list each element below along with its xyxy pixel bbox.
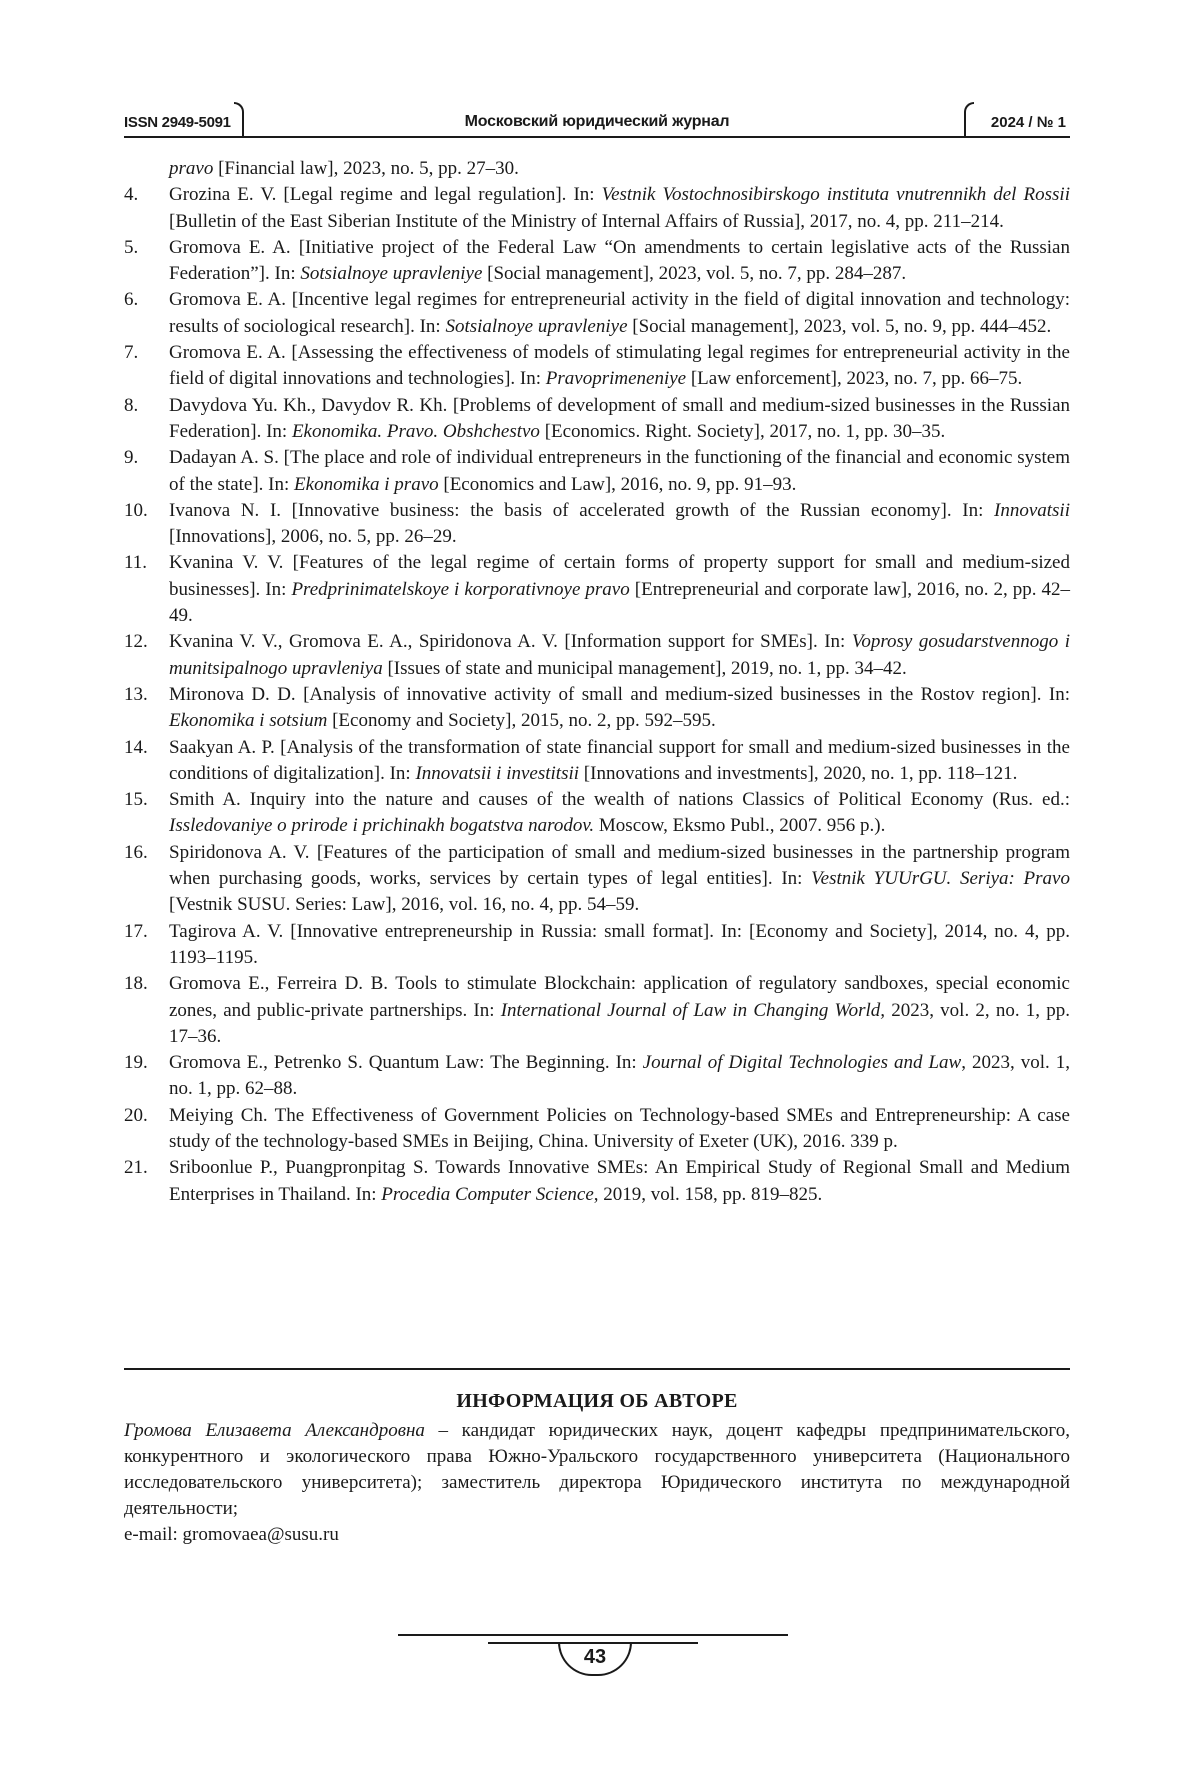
reference-text-segment: [Law enforcement], 2023, no. 7, pp. 66–75. xyxy=(686,368,1023,390)
page-number-rule-top xyxy=(398,1634,788,1636)
reference-item xyxy=(124,840,1070,919)
reference-source-title: Issledovaniye o prirode i prichinakh bogatstva narodov. xyxy=(169,815,595,837)
reference-text xyxy=(169,919,1070,972)
reference-text xyxy=(169,735,1070,788)
reference-text-segment: [Economics and Law], 2016, no. 9, pp. 91–93. xyxy=(438,473,797,495)
reference-text xyxy=(169,287,1070,340)
reference-source-title: Sotsialnoye upravleniye xyxy=(445,315,628,337)
reference-item xyxy=(124,182,1070,235)
page-number-block xyxy=(398,1630,788,1694)
reference-text-segment: Tagirova A. V. [Innovative entrepreneurship in Russia: small format]. In: [Economy and Society], 2014, no. 4, pp. 1193–1195. xyxy=(169,920,1070,968)
reference-text xyxy=(169,393,1070,446)
reference-list xyxy=(124,156,1070,1208)
reference-text-segment: Meiying Ch. The Effectiveness of Government Policies on Technology-based SMEs and Entrepreneurship: A case study of the technology-based SMEs in Beijing, China. University of Exeter (UK), 2016. 339 p. xyxy=(169,1104,1070,1152)
reference-text xyxy=(169,971,1070,1050)
reference-item xyxy=(124,787,1070,840)
reference-text-segment: [Social management], 2023, vol. 5, no. 9, pp. 444–452. xyxy=(627,315,1052,337)
author-name: Громова Елизавета Александровна xyxy=(124,1420,425,1441)
reference-item xyxy=(124,235,1070,288)
reference-source-title: Innovatsii i investitsii xyxy=(415,762,580,784)
reference-text xyxy=(169,340,1070,393)
reference-text xyxy=(169,840,1070,919)
reference-number: 10. xyxy=(124,499,148,521)
reference-text xyxy=(169,682,1070,735)
reference-text-segment: [Social management], 2023, vol. 5, no. 7, pp. 284–287. xyxy=(482,263,907,285)
reference-number: 19. xyxy=(124,1052,148,1074)
reference-text-segment: [Issues of state and municipal management], 2019, no. 1, pp. 34–42. xyxy=(382,657,907,679)
reference-text xyxy=(169,235,1070,288)
reference-source-title: Pravoprimeneniye xyxy=(545,368,687,390)
header-issue: 2024 / № 1 xyxy=(990,114,1066,131)
reference-source-title: Predprinimatelskoye i korporativnoye pravo xyxy=(291,578,630,600)
reference-continuation xyxy=(124,156,1070,182)
reference-text-segment: Davydova Yu. Kh., Davydov R. Kh. [Problems of development of small and medium-sized businesses in the Russian Federation]. In: xyxy=(169,394,1070,442)
author-description xyxy=(124,1418,1070,1522)
reference-text xyxy=(169,498,1070,551)
reference-item xyxy=(124,682,1070,735)
reference-text-segment: Mironova D. D. [Analysis of innovative activity of small and medium-sized businesses in the Rostov region]. In: xyxy=(169,683,1070,705)
reference-text-segment: Dadayan A. S. [The place and role of individual entrepreneurs in the functioning of the financial and economic system of the state]. In: xyxy=(169,447,1070,495)
reference-number: 15. xyxy=(124,789,148,811)
reference-item xyxy=(124,498,1070,551)
reference-text xyxy=(169,550,1070,629)
reference-source-title: Journal of Digital Technologies and Law xyxy=(642,1052,962,1074)
reference-text-segment: Gromova E., Petrenko S. Quantum Law: The Beginning. In: xyxy=(169,1052,643,1074)
reference-source-title: Innovatsii xyxy=(994,499,1070,521)
author-info-heading: ИНФОРМАЦИЯ ОБ АВТОРЕ xyxy=(456,1390,738,1412)
reference-number: 13. xyxy=(124,683,148,705)
reference-source-title: Ekonomika. Pravo. Obshchestvo xyxy=(291,420,540,442)
header-rule xyxy=(124,136,1070,138)
reference-text-segment: Spiridonova A. V. [Features of the participation of small and medium-sized businesses in the partnership program when purchasing goods, works, services by certain types of legal entities]. In: xyxy=(169,841,1070,890)
reference-item xyxy=(124,287,1070,340)
reference-text xyxy=(169,1050,1070,1103)
reference-source-title: International Journal of Law in Changing World, xyxy=(500,999,886,1021)
reference-text-segment: Smith A. Inquiry into the nature and causes of the wealth of nations Classics of Political Economy (Rus. ed.: xyxy=(169,789,1070,811)
reference-text-segment: Ivanova N. I. [Innovative business: the basis of accelerated growth of the Russian economy]. In: xyxy=(169,499,994,521)
reference-item xyxy=(124,1155,1070,1208)
reference-number: 5. xyxy=(124,236,139,258)
reference-text xyxy=(169,787,1070,840)
reference-text-segment: , 2023, vol. 1, no. 1, pp. 62–88. xyxy=(169,1052,1070,1100)
header-journal-title: Московский юридический журнал xyxy=(464,113,730,130)
reference-number: 16. xyxy=(124,841,148,863)
reference-text-segment: Gromova E. A. [Incentive legal regimes for entrepreneurial activity in the field of digital innovation and technology: results of sociological research]. In: xyxy=(169,289,1070,337)
reference-number: 11. xyxy=(124,552,148,574)
reference-item xyxy=(124,340,1070,393)
reference-source-title: pravo xyxy=(169,158,214,179)
reference-text-segment: [Economy and Society], 2015, no. 2, pp. 592–595. xyxy=(327,710,716,732)
reference-number: 18. xyxy=(124,973,148,995)
reference-text-segment: [Entrepreneurial and corporate law], 2016, no. 2, pp. 42–49. xyxy=(169,578,1070,627)
reference-number: 6. xyxy=(124,289,139,311)
reference-text-segment: [Innovations and investments], 2020, no. 1, pp. 118–121. xyxy=(579,762,1018,784)
reference-text-segment: [Innovations], 2006, no. 5, pp. 26–29. xyxy=(169,526,457,548)
author-email: e-mail: gromovaea@susu.ru xyxy=(124,1524,339,1545)
reference-text xyxy=(169,445,1070,498)
reference-text-segment: 2023, vol. 2, no. 1, pp. 17–36. xyxy=(169,999,1070,1047)
reference-item xyxy=(124,550,1070,629)
reference-text-segment: Gromova E., Ferreira D. B. Tools to stimulate Blockchain: application of regulatory sandboxes, special economic zones, and public-private partnerships. In: xyxy=(169,973,1070,1021)
reference-source-title: Vestnik Vostochnosibirskogo instituta vnutrennikh del Rossii xyxy=(601,184,1070,206)
reference-text-segment: Kvanina V. V., Gromova E. A., Spiridonova A. V. [Information support for SMEs]. In: xyxy=(169,631,852,653)
reference-number: 21. xyxy=(124,1157,148,1179)
page-number: 43 xyxy=(583,1646,607,1668)
reference-source-title: Ekonomika i sotsium xyxy=(169,710,328,732)
reference-item xyxy=(124,735,1070,788)
reference-number: 12. xyxy=(124,631,148,653)
reference-source-title: Voprosy gosudarstvennogo i munitsipalnogo upravleniya xyxy=(169,631,1070,679)
author-affiliation: – кандидат юридических наук, доцент кафедры предпринимательского, конкурентного и экологического права Южно-Уральского государственного университета (Национального исследовательского университета); заместитель директора Юридического института по международной деятельности; xyxy=(124,1420,1070,1519)
reference-text-segment: [Bulletin of the East Siberian Institute of the Ministry of Internal Affairs of Russia], 2017, no. 4, pp. 211–214. xyxy=(169,210,1004,232)
running-header xyxy=(124,100,1070,140)
reference-source-title: Procedia Computer Science xyxy=(381,1183,594,1205)
reference-number: 17. xyxy=(124,920,148,942)
reference-number: 20. xyxy=(124,1104,148,1126)
reference-text-segment: Saakyan A. P. [Analysis of the transformation of state financial support for small and medium-sized businesses in the conditions of digitalization]. In: xyxy=(169,736,1070,784)
author-info xyxy=(124,1388,1070,1548)
reference-item xyxy=(124,919,1070,972)
reference-text xyxy=(169,156,1070,182)
reference-item xyxy=(124,971,1070,1050)
reference-item xyxy=(124,629,1070,682)
reference-text-segment: [Financial law], 2023, no. 5, pp. 27–30. xyxy=(213,158,519,179)
reference-item xyxy=(124,393,1070,446)
reference-item xyxy=(124,1103,1070,1156)
reference-number: 7. xyxy=(124,342,139,364)
reference-text xyxy=(169,629,1070,682)
reference-number: 9. xyxy=(124,447,139,469)
reference-number: 8. xyxy=(124,394,139,416)
reference-text-segment: [Economics. Right. Society], 2017, no. 1, pp. 30–35. xyxy=(539,420,946,442)
reference-text-segment: Gromova E. A. [Initiative project of the Federal Law “On amendments to certain legislative acts of the Russian Federation”]. In: xyxy=(169,236,1070,285)
reference-item xyxy=(124,445,1070,498)
reference-number: 4. xyxy=(124,184,139,206)
reference-text xyxy=(169,1155,1070,1208)
reference-text xyxy=(169,182,1070,235)
section-divider xyxy=(124,1368,1070,1370)
reference-text-segment: Sriboonlue P., Puangpronpitag S. Towards Innovative SMEs: An Empirical Study of Regional Small and Medium Enterprises in Thailand. In: xyxy=(169,1157,1070,1205)
reference-text xyxy=(169,1103,1070,1156)
reference-text-segment: Kvanina V. V. [Features of the legal regime of certain forms of property support for small and medium-sized businesses]. In: xyxy=(169,552,1070,600)
reference-text-segment: Grozina E. V. [Legal regime and legal regulation]. In: xyxy=(169,184,602,206)
reference-text-segment: , 2019, vol. 158, pp. 819–825. xyxy=(593,1183,823,1205)
header-issn: ISSN 2949-5091 xyxy=(124,114,231,131)
reference-source-title: Vestnik YUUrGU. Seriya: Pravo xyxy=(811,868,1070,890)
reference-item xyxy=(124,1050,1070,1103)
reference-number: 14. xyxy=(124,736,148,758)
reference-text-segment: Gromova E. A. [Assessing the effectiveness of models of stimulating legal regimes for entrepreneurial activity in the field of digital innovations and technologies]. In: xyxy=(169,342,1070,390)
reference-text-segment: Moscow, Eksmo Publ., 2007. 956 p.). xyxy=(594,815,886,837)
reference-text-segment: [Vestnik SUSU. Series: Law], 2016, vol. 16, no. 4, pp. 54–59. xyxy=(169,894,640,916)
reference-source-title: Ekonomika i pravo xyxy=(294,473,439,495)
reference-source-title: Sotsialnoye upravleniye xyxy=(300,263,483,285)
